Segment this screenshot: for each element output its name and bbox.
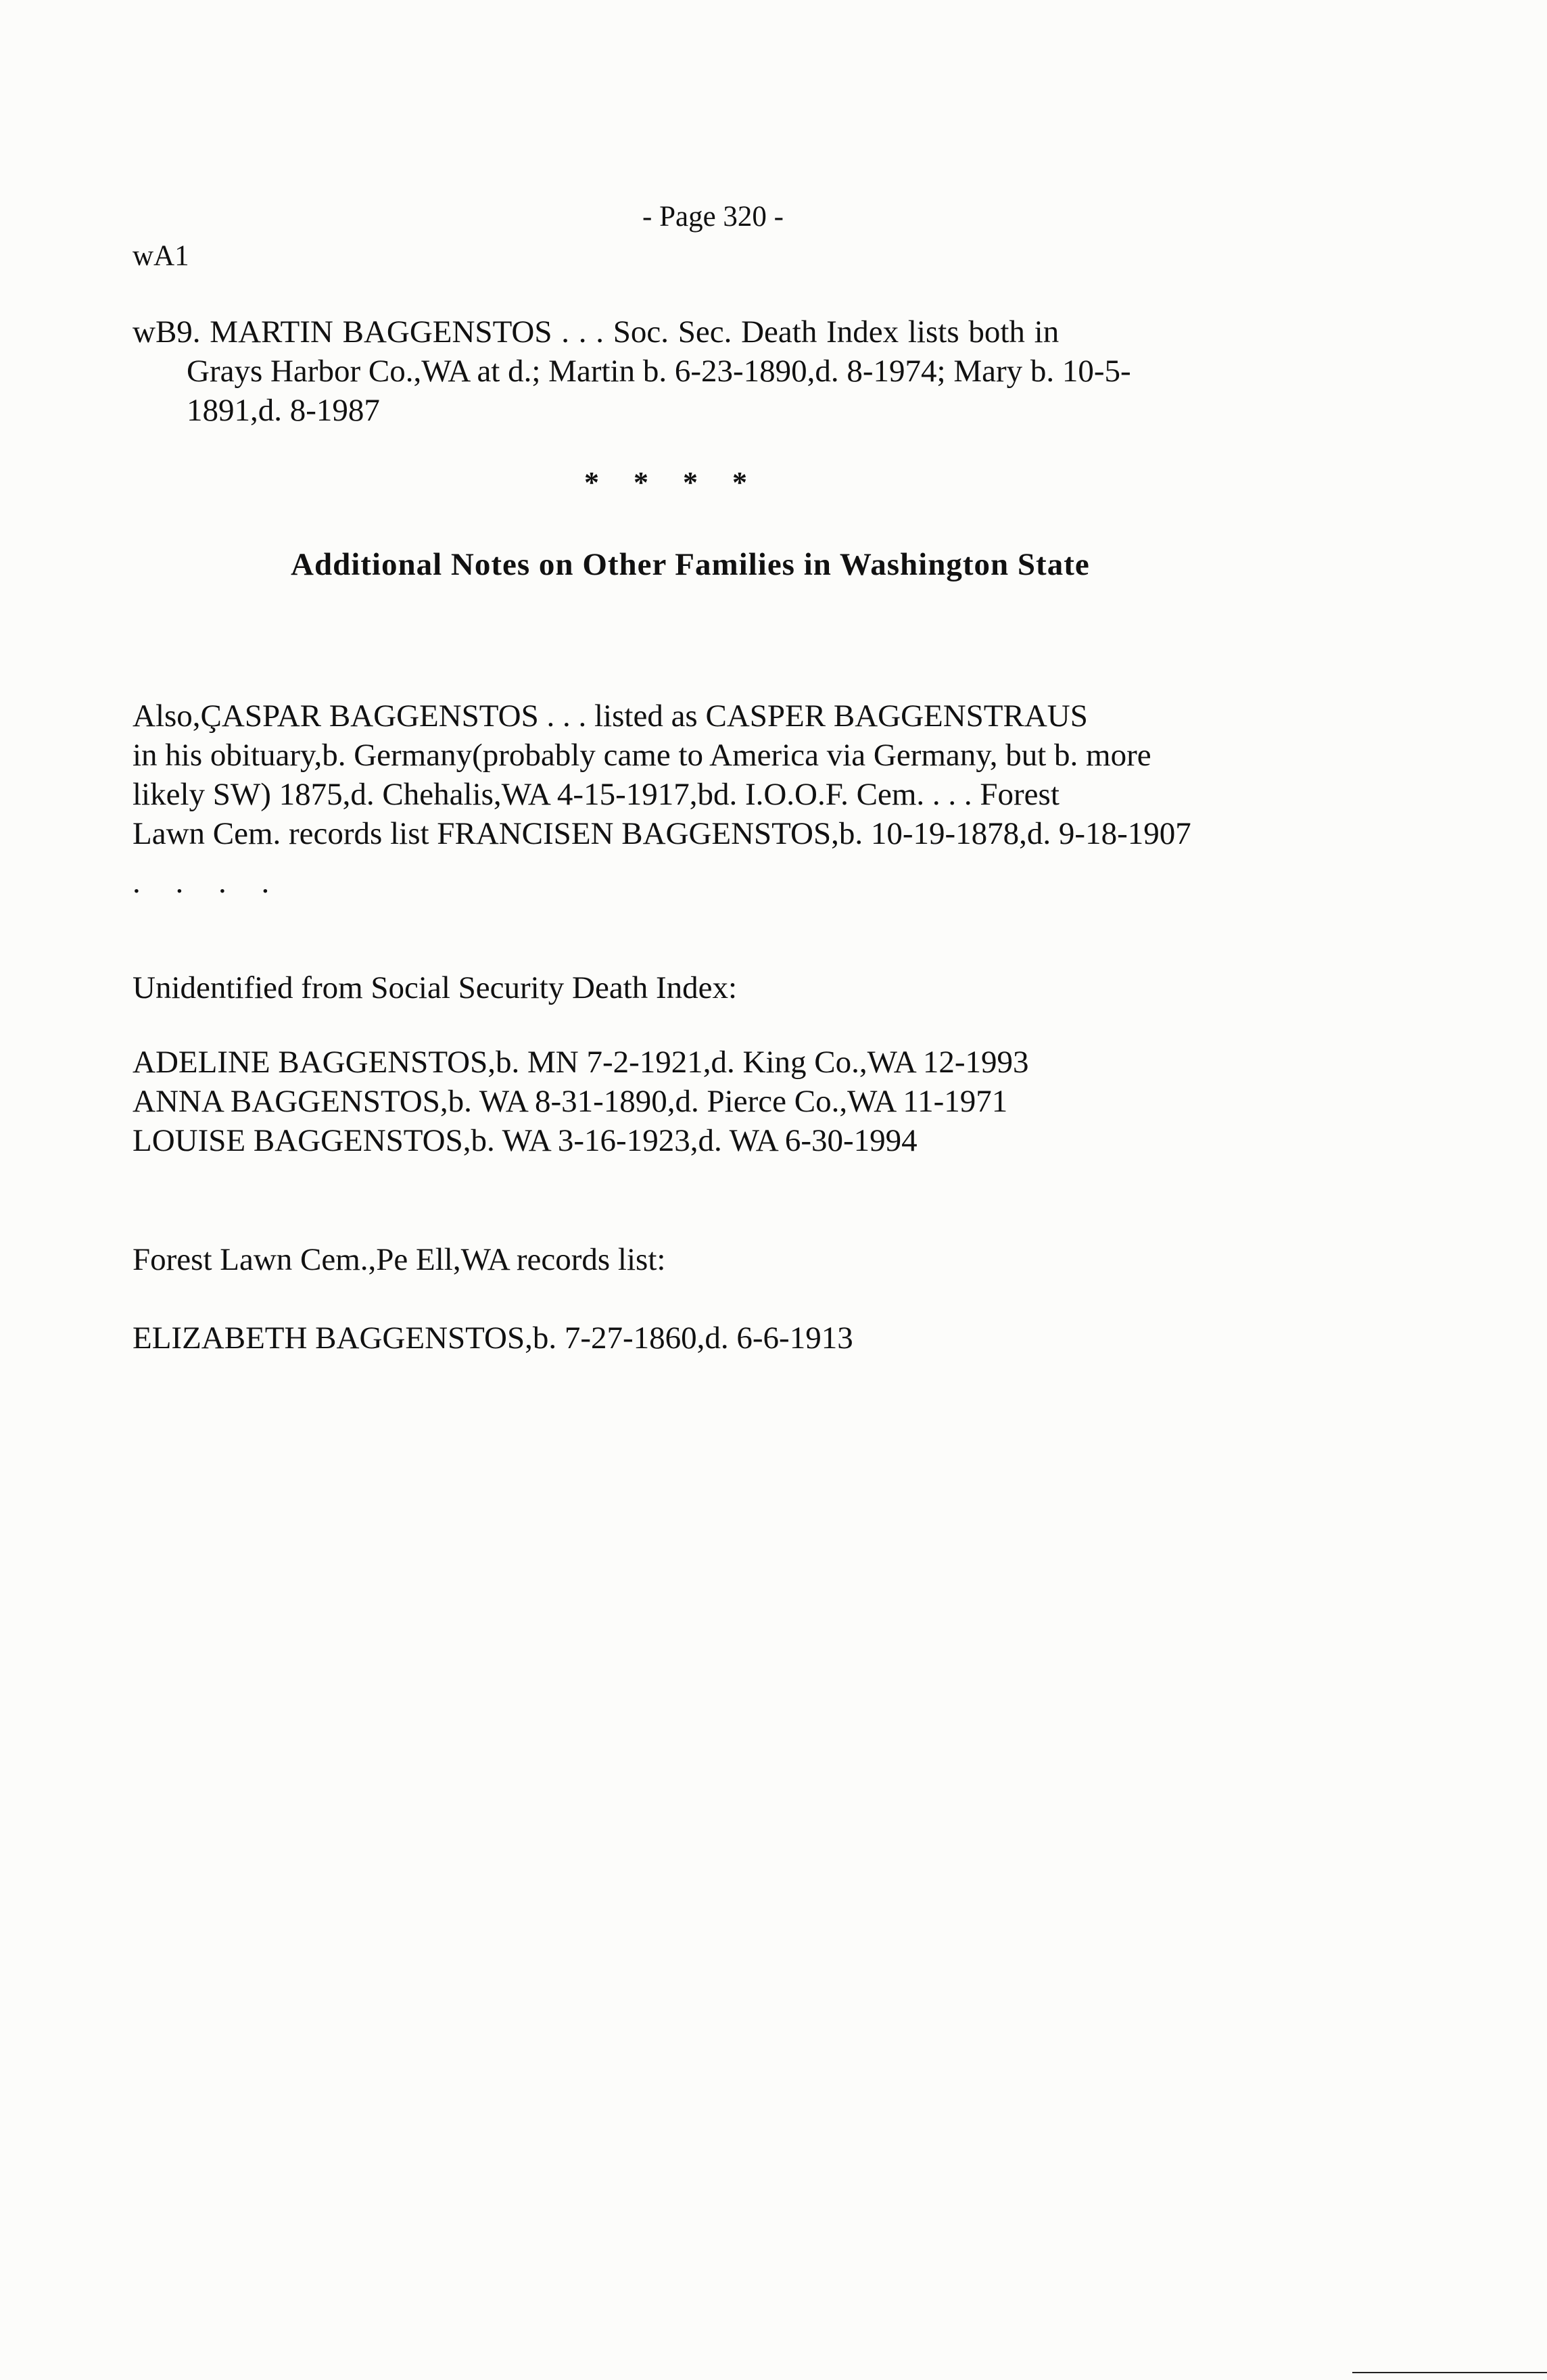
section-heading: Additional Notes on Other Families in Washington State	[291, 547, 1090, 582]
entry-line-3: 1891,d. 8-1987	[187, 393, 380, 428]
ssdi-list	[133, 1043, 1029, 1160]
section-separator: * * * *	[584, 466, 747, 499]
ssdi-row: ADELINE BAGGENSTOS,b. MN 7-2-1921,d. King Co.,WA 12-1993	[133, 1045, 1029, 1080]
caspar-line-3: likely SW) 1875,d. Chehalis,WA 4-15-1917,bd. I.O.O.F. Cem. . . . Forest	[133, 777, 1060, 812]
caspar-line-5: . . . .	[133, 865, 283, 900]
page-header: - Page 320 -	[642, 201, 784, 233]
page-edge-rule	[1352, 2372, 1547, 2373]
ssdi-heading: Unidentified from Social Security Death Index:	[133, 970, 738, 1005]
caspar-line-4: Lawn Cem. records list FRANCISEN BAGGENSTOS,b. 10-19-1878,d. 9-18-1907	[133, 816, 1191, 851]
ssdi-row: ANNA BAGGENSTOS,b. WA 8-31-1890,d. Pierce Co.,WA 11-1971	[133, 1084, 1008, 1119]
entry-line-2: Grays Harbor Co.,WA at d.; Martin b. 6-23-1890,d. 8-1974; Mary b. 10-5-	[187, 354, 1131, 389]
page-code: wA1	[133, 240, 189, 272]
forest-lawn-row: ELIZABETH BAGGENSTOS,b. 7-27-1860,d. 6-6-1913	[133, 1320, 853, 1356]
entry-wb9	[133, 312, 1131, 430]
entry-line-1: wB9. MARTIN BAGGENSTOS . . . Soc. Sec. Death Index lists both in	[133, 314, 1060, 350]
ssdi-row: LOUISE BAGGENSTOS,b. WA 3-16-1923,d. WA 6-30-1994	[133, 1123, 918, 1158]
caspar-entry	[133, 696, 1191, 902]
caspar-line-2: in his obituary,b. Germany(probably came to America via Germany, but b. more	[133, 738, 1151, 773]
forest-lawn-heading: Forest Lawn Cem.,Pe Ell,WA records list:	[133, 1242, 666, 1277]
caspar-line-1: Also,ÇASPAR BAGGENSTOS . . . listed as CASPER BAGGENSTRAUS	[133, 698, 1088, 734]
